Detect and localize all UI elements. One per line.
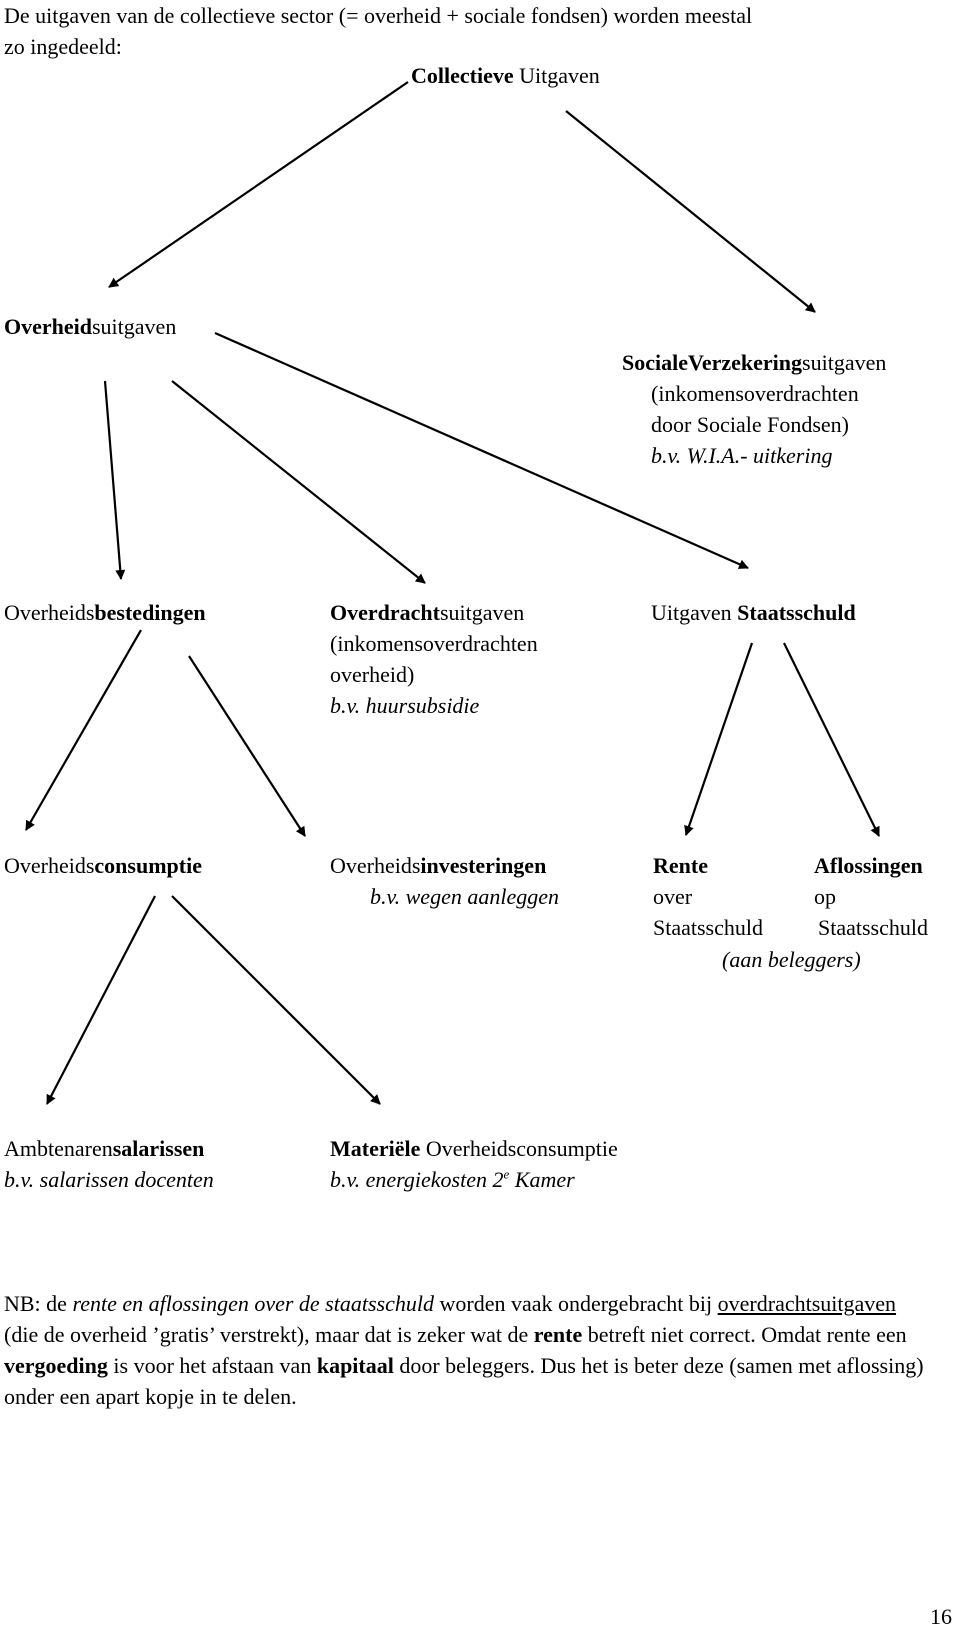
sociale-line-2: (inkomensoverdrachten <box>651 381 859 406</box>
investeringen-example: b.v. wegen aanleggen <box>370 884 559 909</box>
node-label-bold: Overheid <box>4 314 92 339</box>
sociale-line-3: door Sociale Fondsen) <box>651 412 849 437</box>
note-underline: overdrachtsuitgaven <box>717 1291 897 1316</box>
note-text: NB: de <box>4 1291 73 1316</box>
node-label: Overheidsconsumptie <box>420 1136 618 1161</box>
node-label: Overheids <box>4 853 95 878</box>
sociale-example: b.v. W.I.A.- uitkering <box>651 443 833 468</box>
beleggers-note: (aan beleggers) <box>722 947 861 972</box>
node-label-bold: Materiële <box>330 1136 421 1161</box>
node-label-bold: investeringen <box>420 853 547 878</box>
note-text: betreft niet correct. Omdat rente een <box>582 1322 907 1347</box>
node-label: suitgaven <box>439 600 525 625</box>
arrow-overheid-bestedingen <box>105 381 121 579</box>
arrow-root-sociale <box>566 111 815 312</box>
node-label: Uitgaven <box>513 63 600 88</box>
node-aflossingen: Aflossingen <box>814 853 923 878</box>
salarissen-example: b.v. salarissen docenten <box>4 1167 214 1192</box>
rente-line-2: over <box>653 884 693 909</box>
arrow-overheid-staatsschuld <box>215 333 748 568</box>
arrow-staatsschuld-rente <box>686 643 752 835</box>
note-bold: kapitaal <box>316 1353 394 1378</box>
note-bold: vergoeding <box>4 1353 108 1378</box>
node-label: Overheids <box>4 600 95 625</box>
arrow-overheid-overdracht <box>172 381 425 583</box>
note-italic: rente en aflossingen over de staatsschuld <box>72 1291 434 1316</box>
example-text-end: Kamer <box>509 1167 575 1192</box>
note-text: worden vaak ondergebracht bij <box>433 1291 718 1316</box>
aflossingen-line-3: Staatsschuld <box>818 915 928 940</box>
arrow-bestedingen-consumptie <box>26 630 141 830</box>
node-label-bold: consumptie <box>94 853 202 878</box>
node-label: Overheids <box>330 853 421 878</box>
node-label: Uitgaven <box>651 600 738 625</box>
node-label-bold: bestedingen <box>94 600 206 625</box>
example-text: b.v. energiekosten 2 <box>330 1167 504 1192</box>
superscript: e <box>503 1166 510 1182</box>
intro-line-1: De uitgaven van de collectieve sector (= overheid + sociale fondsen) worden meestal <box>4 3 753 28</box>
arrow-consumptie-salarissen <box>47 896 155 1104</box>
node-label-bold: salarissen <box>112 1136 205 1161</box>
page-number: 16 <box>930 1604 952 1629</box>
node-label: suitgaven <box>92 314 177 339</box>
node-label-bold: SocialeVerzekering <box>622 350 803 375</box>
overdracht-line-2: (inkomensoverdrachten <box>330 631 538 656</box>
arrow-bestedingen-investeringen <box>189 656 305 836</box>
arrow-consumptie-materiele <box>172 896 380 1104</box>
aflossingen-line-2: op <box>814 884 836 909</box>
note-bold: rente <box>533 1322 583 1347</box>
note-text: is voor het afstaan van <box>107 1353 317 1378</box>
arrow-staatsschuld-aflossingen <box>784 643 879 836</box>
node-label: suitgaven <box>802 350 887 375</box>
note-paragraph <box>4 1288 934 1412</box>
rente-line-3: Staatsschuld <box>653 915 763 940</box>
node-label-bold: Staatsschuld <box>737 600 856 625</box>
node-label-bold: Collectieve <box>411 63 514 88</box>
arrow-root-overheid <box>109 82 408 287</box>
overdracht-line-3: overheid) <box>330 662 415 687</box>
note-text: door beleggers. Dus het is beter deze (samen met aflossing) onder een apart kopje in te delen. <box>4 1353 924 1409</box>
overdracht-example: b.v. huursubsidie <box>330 693 480 718</box>
note-text: (die de overheid ’gratis’ verstrekt), maar dat is zeker wat de <box>4 1322 534 1347</box>
node-rente: Rente <box>653 853 708 878</box>
node-label-bold: Overdracht <box>330 600 440 625</box>
intro-line-2: zo ingedeeld: <box>4 34 122 59</box>
node-label: Ambtenaren <box>4 1136 113 1161</box>
